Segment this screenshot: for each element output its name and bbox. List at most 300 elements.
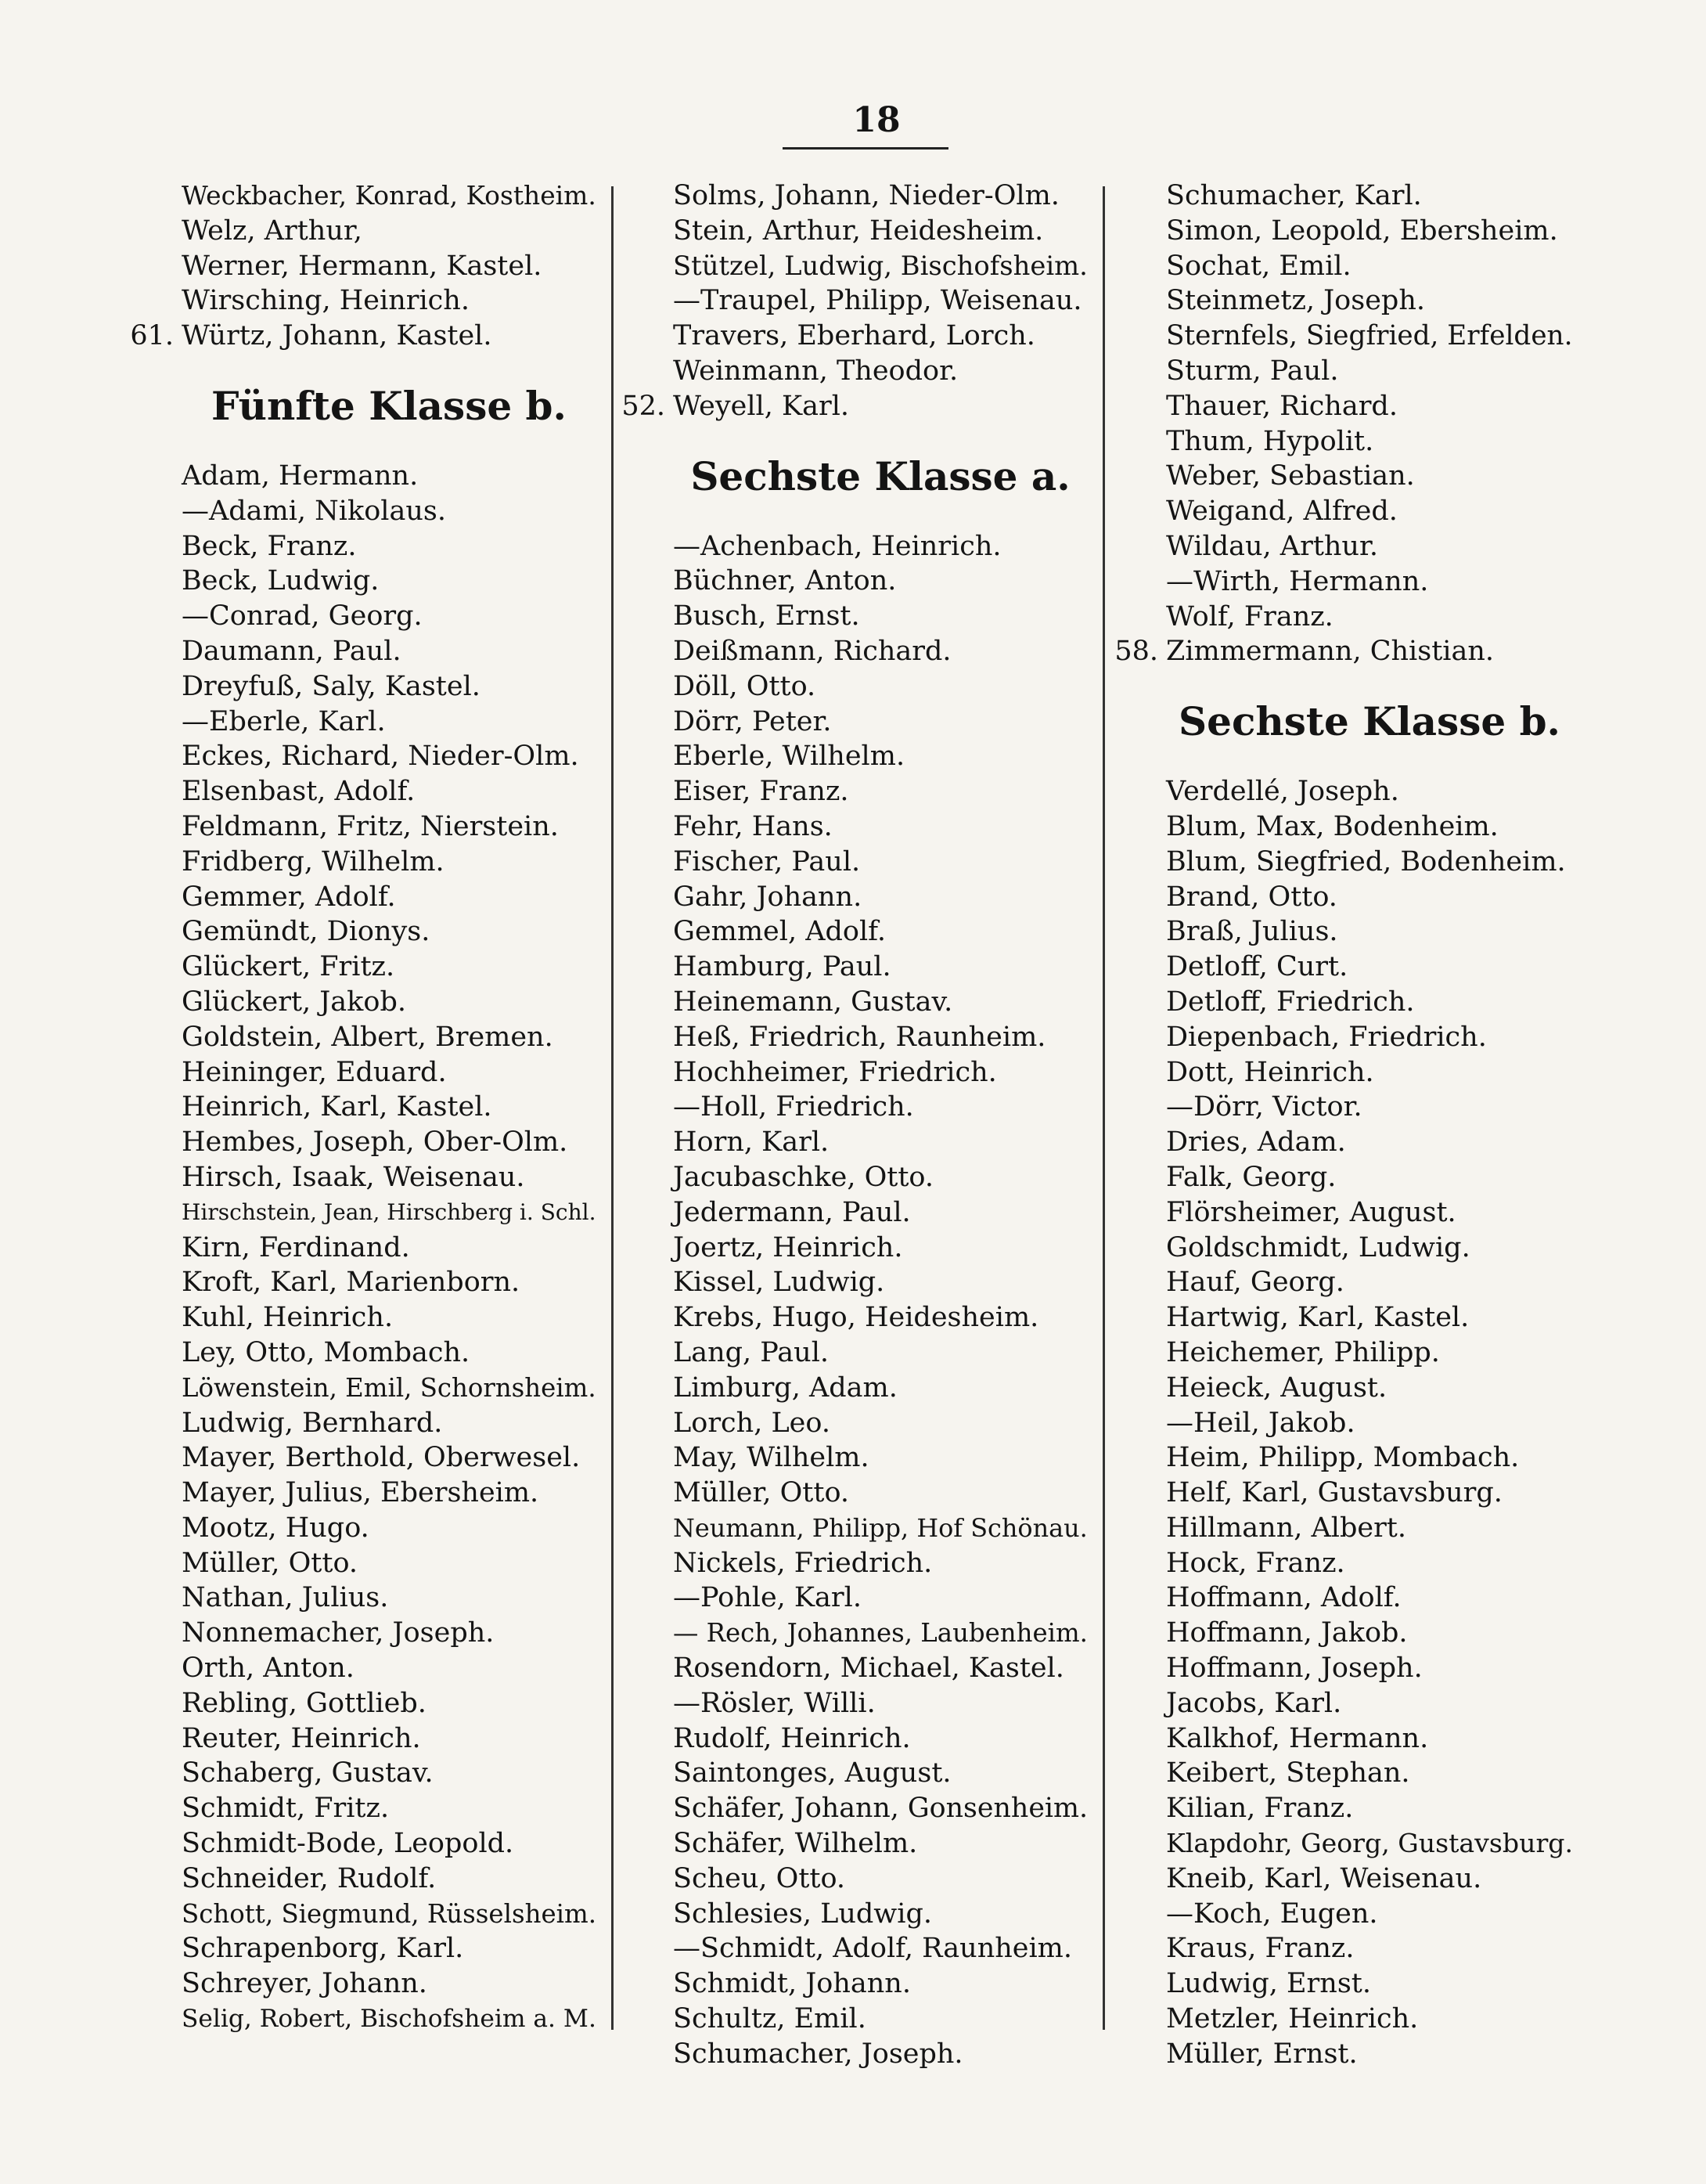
student-name: Weckbacher, Konrad, Kostheim. [182, 180, 596, 211]
student-entry [182, 1335, 596, 1371]
student-entry [673, 1160, 1088, 1195]
student-entry [673, 985, 1088, 1020]
student-entry [182, 1476, 596, 1511]
student-name: Busch, Ernst. [673, 600, 860, 632]
student-name: Schultz, Emil. [673, 2003, 866, 2035]
student-name: Heieck, August. [1166, 1371, 1387, 1404]
student-entry [673, 599, 1088, 634]
student-name: Dott, Heinrich. [1166, 1056, 1374, 1088]
student-name: —Eberle, Karl. [182, 705, 386, 737]
student-name: Daumann, Paul. [182, 635, 401, 667]
student-entry [1166, 774, 1573, 809]
student-name: Gahr, Johann. [673, 881, 862, 913]
student-entry [673, 1546, 1088, 1581]
student-name: Stützel, Ludwig, Bischofsheim. [673, 250, 1088, 281]
student-entry [1166, 1616, 1573, 1651]
student-entry [673, 1265, 1088, 1300]
student-name: Schrapenborg, Karl. [182, 1933, 464, 1965]
student-name: Sturm, Paul. [1166, 355, 1339, 387]
student-name: Heim, Philipp, Mombach. [1166, 1442, 1520, 1474]
student-name: Schäfer, Wilhelm. [673, 1828, 918, 1860]
student-name: Dörr, Peter. [673, 705, 832, 737]
student-name: Hirschstein, Jean, Hirschberg i. Schl. [182, 1198, 596, 1225]
student-name: Sochat, Emil. [1166, 250, 1351, 282]
student-name: Hoffmann, Adolf. [1166, 1582, 1402, 1614]
student-entry [673, 249, 1088, 284]
student-entry [1166, 1861, 1573, 1897]
entry-count: 58. [1114, 636, 1158, 668]
student-name: Ludwig, Bernhard. [182, 1407, 443, 1439]
student-name: Schmidt-Bode, Leopold. [182, 1828, 514, 1860]
student-name: Thauer, Richard. [1166, 390, 1398, 422]
student-name: Heininger, Eduard. [182, 1056, 447, 1088]
student-name: Schneider, Rudolf. [182, 1862, 437, 1894]
entry-count: 61. [130, 320, 174, 352]
student-name: —Traupel, Philipp, Weisenau. [673, 285, 1082, 317]
student-name: Hochheimer, Friedrich. [673, 1056, 997, 1088]
student-entry [182, 1440, 596, 1476]
student-name: Hock, Franz. [1166, 1547, 1345, 1579]
student-entry [673, 1476, 1088, 1511]
student-name: Heinrich, Karl, Kastel. [182, 1091, 492, 1123]
student-name: —Heil, Jakob. [1166, 1407, 1355, 1439]
student-name: Rebling, Gottlieb. [182, 1687, 426, 1719]
student-name: Fridberg, Wilhelm. [182, 845, 444, 878]
student-name: Stein, Arthur, Heidesheim. [673, 214, 1044, 247]
student-entry [182, 1791, 596, 1826]
student-entry [1166, 1335, 1573, 1371]
student-name: —Achenbach, Heinrich. [673, 530, 1002, 562]
student-name: Ley, Otto, Mombach. [182, 1336, 470, 1368]
student-entry [1166, 319, 1573, 354]
student-name: Schlesies, Ludwig. [673, 1897, 932, 1930]
student-entry [673, 1931, 1088, 1966]
student-name: Heinemann, Gustav. [673, 986, 953, 1018]
class-heading: Sechste Klasse a. [690, 452, 1071, 499]
student-entry [673, 1897, 1088, 1932]
student-name: Dries, Adam. [1166, 1126, 1346, 1159]
student-entry [1166, 985, 1573, 1020]
student-entry [1166, 1300, 1573, 1335]
student-name: Adam, Hermann. [182, 460, 419, 492]
student-entry [673, 2037, 1088, 2072]
student-name: Metzler, Heinrich. [1166, 2003, 1419, 2035]
student-name: Glückert, Jakob. [182, 986, 406, 1018]
student-name: Weyell, Karl. [673, 390, 850, 422]
student-name: Döll, Otto. [673, 670, 816, 702]
student-name: Kroft, Karl, Marienborn. [182, 1267, 520, 1299]
student-entry [182, 1721, 596, 1757]
student-entry [1166, 564, 1573, 600]
student-name: Jedermann, Paul. [673, 1196, 911, 1228]
student-entry [673, 845, 1088, 880]
student-name: Rudolf, Heinrich. [673, 1722, 911, 1754]
student-name: Eberle, Wilhelm. [673, 741, 905, 773]
student-name: Beck, Franz. [182, 530, 357, 562]
student-entry [1166, 1020, 1573, 1055]
student-entry [673, 1861, 1088, 1897]
student-name: Gemmer, Adolf. [182, 881, 396, 913]
student-entry [673, 1721, 1088, 1757]
student-entry [1166, 1511, 1573, 1546]
student-entry [673, 1300, 1088, 1335]
student-entry [182, 564, 596, 599]
student-entry [673, 1616, 1088, 1651]
student-name: Detloff, Friedrich. [1166, 986, 1415, 1018]
student-entry [182, 1231, 596, 1266]
student-name: Wirsching, Heinrich. [182, 285, 470, 317]
student-entry [182, 1511, 596, 1546]
student-name: Orth, Anton. [182, 1652, 355, 1685]
student-entry [673, 354, 1088, 389]
student-name: Lang, Paul. [673, 1336, 830, 1368]
student-entry [182, 809, 596, 845]
student-entry [673, 1440, 1088, 1476]
header-rule [783, 147, 948, 150]
student-entry [182, 1371, 596, 1406]
student-entry [182, 880, 596, 915]
student-entry [1166, 1265, 1573, 1300]
page-number: 18 [852, 100, 901, 140]
student-name: Müller, Otto. [182, 1547, 358, 1579]
student-entry [673, 178, 1088, 214]
student-entry [673, 1686, 1088, 1721]
student-entry [182, 1020, 596, 1055]
student-name: Helf, Karl, Gustavsburg. [1166, 1477, 1503, 1509]
student-name: Gemmel, Adolf. [673, 916, 886, 948]
student-name: Feldmann, Fritz, Nierstein. [182, 810, 559, 842]
student-entry [673, 214, 1088, 249]
student-name: May, Wilhelm. [673, 1442, 869, 1474]
student-entry [1166, 1931, 1573, 1966]
student-name: Hillmann, Albert. [1166, 1512, 1407, 1544]
student-name: Jacobs, Karl. [1166, 1687, 1342, 1719]
student-name: —Holl, Friedrich. [673, 1091, 914, 1123]
student-entry [1166, 1826, 1573, 1861]
student-name: — Rech, Johannes, Laubenheim. [673, 1618, 1088, 1649]
student-entry [182, 494, 596, 529]
student-entry [182, 1686, 596, 1721]
student-entry [1166, 1125, 1573, 1160]
student-name: —Pohle, Karl. [673, 1582, 862, 1614]
student-entry [1166, 1721, 1573, 1757]
class-heading: Sechste Klasse b. [1179, 698, 1560, 745]
student-entry [182, 2002, 596, 2037]
column-right [1114, 178, 1574, 2072]
student-name: Goldschmidt, Ludwig. [1166, 1231, 1470, 1263]
student-name: Kneib, Karl, Weisenau. [1166, 1862, 1482, 1894]
student-entry [1166, 1966, 1573, 2002]
student-name: Rosendorn, Michael, Kastel. [673, 1652, 1064, 1685]
student-name: Mayer, Julius, Ebersheim. [182, 1477, 539, 1509]
student-entry [1166, 1371, 1573, 1406]
student-name: Neumann, Philipp, Hof Schönau. [673, 1512, 1088, 1543]
student-entry [673, 1966, 1088, 2002]
student-entry [673, 809, 1088, 845]
student-entry [182, 1616, 596, 1651]
student-entry [1166, 1756, 1573, 1791]
student-name: Diepenbach, Friedrich. [1166, 1021, 1487, 1053]
student-entry [182, 1125, 596, 1160]
student-name: Glückert, Fritz. [182, 951, 395, 983]
student-entry [673, 529, 1088, 564]
student-entry [1166, 1476, 1573, 1511]
student-name: Selig, Robert, Bischofsheim a. M. [182, 2005, 596, 2034]
student-name: Elsenbast, Adolf. [182, 776, 416, 808]
student-entry [1166, 354, 1573, 389]
student-name: Gemündt, Dionys. [182, 916, 430, 948]
student-entry [1166, 1231, 1573, 1266]
student-name: Joertz, Heinrich. [673, 1231, 903, 1263]
student-entry [673, 2002, 1088, 2037]
student-entry [1166, 1440, 1573, 1476]
student-entry [1166, 1897, 1573, 1932]
student-name: —Conrad, Georg. [182, 600, 423, 632]
student-entry [673, 880, 1088, 915]
student-name: Heichemer, Philipp. [1166, 1336, 1440, 1368]
student-entry [182, 739, 596, 774]
student-entry [673, 283, 1088, 319]
student-entry [1166, 950, 1573, 985]
student-name: Nathan, Julius. [182, 1582, 389, 1614]
student-name: Weber, Sebastian. [1166, 460, 1415, 492]
student-entry [182, 1756, 596, 1791]
student-name: Zimmermann, Chistian. [1166, 636, 1494, 668]
student-name: Steinmetz, Joseph. [1166, 285, 1425, 317]
column-middle [621, 178, 1089, 2072]
student-name: Schmidt, Fritz. [182, 1793, 390, 1825]
student-name: Solms, Johann, Nieder-Olm. [673, 180, 1060, 211]
student-entry [673, 1125, 1088, 1160]
student-entry [673, 1580, 1088, 1616]
student-name: Hirsch, Isaak, Weisenau. [182, 1161, 525, 1193]
student-name: Flörsheimer, August. [1166, 1196, 1456, 1228]
student-name: Lorch, Leo. [673, 1407, 830, 1439]
student-entry [182, 1406, 596, 1441]
student-name: Nickels, Friedrich. [673, 1547, 933, 1579]
student-entry [1166, 1546, 1573, 1581]
student-name: Beck, Ludwig. [182, 565, 380, 597]
student-entry [673, 1756, 1088, 1791]
student-entry [182, 705, 596, 740]
student-entry [673, 1055, 1088, 1090]
student-name: Kuhl, Heinrich. [182, 1302, 394, 1334]
student-name: Werner, Hermann, Kastel. [182, 250, 542, 282]
student-entry [1166, 1195, 1573, 1231]
student-entry [673, 1090, 1088, 1125]
column-divider-right [1103, 186, 1105, 2030]
student-name: Schmidt, Johann. [673, 1968, 911, 2000]
student-name: Verdellé, Joseph. [1166, 776, 1399, 808]
student-name: Fehr, Hans. [673, 810, 833, 842]
student-name: Schaberg, Gustav. [182, 1757, 434, 1789]
student-entry [182, 283, 596, 319]
student-name: Hoffmann, Joseph. [1166, 1652, 1423, 1685]
student-entry [182, 1826, 596, 1861]
student-name: Sternfels, Siegfried, Erfelden. [1166, 320, 1573, 352]
student-entry [182, 459, 596, 494]
student-entry [673, 1195, 1088, 1231]
column-left [130, 178, 597, 2037]
student-entry [1166, 1686, 1573, 1721]
student-name: Wolf, Franz. [1166, 600, 1333, 632]
student-name: Kirn, Ferdinand. [182, 1231, 410, 1263]
student-entry [182, 1546, 596, 1581]
student-entry [1166, 2002, 1573, 2037]
student-entry [673, 669, 1088, 705]
student-name: Horn, Karl. [673, 1126, 830, 1159]
student-entry [1166, 845, 1573, 880]
student-name: Deißmann, Richard. [673, 635, 952, 667]
student-entry [1166, 1090, 1573, 1125]
student-entry [182, 845, 596, 880]
student-entry [182, 1090, 596, 1125]
student-name: Hamburg, Paul. [673, 951, 891, 983]
column-divider-left [611, 186, 614, 2030]
student-entry [182, 1265, 596, 1300]
student-entry [1166, 283, 1573, 319]
student-entry [1166, 1580, 1573, 1616]
student-entry [673, 1406, 1088, 1441]
student-name: Jacubaschke, Otto. [673, 1161, 934, 1193]
student-entry [182, 669, 596, 705]
student-entry [673, 1826, 1088, 1861]
student-entry [673, 1371, 1088, 1406]
student-name: —Wirth, Hermann. [1166, 565, 1429, 597]
student-entry [182, 1300, 596, 1335]
student-entry [1166, 459, 1573, 494]
student-entry [673, 1020, 1088, 1055]
student-entry [673, 1335, 1088, 1371]
student-name: Hartwig, Karl, Kastel. [1166, 1302, 1470, 1334]
student-name: Hauf, Georg. [1166, 1267, 1344, 1299]
student-entry [182, 529, 596, 564]
student-name: Schäfer, Johann, Gonsenheim. [673, 1793, 1089, 1825]
student-entry [1166, 809, 1573, 845]
student-entry [1166, 494, 1573, 529]
student-name: Schumacher, Karl. [1166, 180, 1422, 211]
student-entry [1166, 178, 1573, 214]
student-entry [182, 774, 596, 809]
student-name: Büchner, Anton. [673, 565, 897, 597]
student-name: Kilian, Franz. [1166, 1793, 1354, 1825]
student-name: Welz, Arthur, [182, 214, 362, 247]
student-name: Mootz, Hugo. [182, 1512, 369, 1544]
student-name: Eiser, Franz. [673, 776, 849, 808]
student-name: Kissel, Ludwig. [673, 1267, 885, 1299]
student-entry [673, 1791, 1088, 1826]
student-entry [182, 178, 596, 214]
student-name: Saintonges, August. [673, 1757, 952, 1789]
student-entry [1166, 529, 1573, 564]
student-name: Falk, Georg. [1166, 1161, 1337, 1193]
student-entry [1166, 2037, 1573, 2072]
student-name: Travers, Eberhard, Lorch. [673, 320, 1035, 352]
student-name: Goldstein, Albert, Bremen. [182, 1021, 553, 1053]
student-name: Limburg, Adam. [673, 1371, 898, 1404]
student-name: —Schmidt, Adolf, Raunheim. [673, 1933, 1072, 1965]
student-name: Wildau, Arthur. [1166, 530, 1378, 562]
student-name: Simon, Leopold, Ebersheim. [1166, 214, 1558, 247]
student-entry [673, 739, 1088, 774]
student-entry [130, 319, 596, 354]
student-name: Blum, Siegfried, Bodenheim. [1166, 845, 1566, 878]
student-entry [673, 634, 1088, 669]
student-name: Brand, Otto. [1166, 881, 1337, 913]
student-name: Würtz, Johann, Kastel. [182, 320, 492, 352]
student-entry [1166, 249, 1573, 284]
student-entry [1166, 914, 1573, 950]
student-entry [182, 1055, 596, 1090]
class-heading: Fünfte Klasse b. [211, 382, 567, 429]
student-name: Hembes, Joseph, Ober-Olm. [182, 1126, 568, 1159]
student-entry [1166, 214, 1573, 249]
student-name: Scheu, Otto. [673, 1862, 846, 1894]
student-name: Schumacher, Joseph. [673, 2038, 963, 2070]
student-name: Müller, Ernst. [1166, 2038, 1358, 2070]
student-name: Blum, Max, Bodenheim. [1166, 810, 1499, 842]
student-entry [673, 1231, 1088, 1266]
student-entry [621, 389, 1088, 424]
student-entry [1166, 1651, 1573, 1686]
student-name: Müller, Otto. [673, 1477, 850, 1509]
student-entry [1166, 600, 1573, 635]
student-entry [182, 985, 596, 1020]
student-entry [182, 1160, 596, 1195]
student-name: —Adami, Nikolaus. [182, 495, 446, 527]
student-entry [673, 1511, 1088, 1546]
student-entry [1166, 389, 1573, 424]
student-entry [1166, 1055, 1573, 1090]
student-entry [673, 774, 1088, 809]
student-name: Fischer, Paul. [673, 845, 861, 878]
student-name: Schreyer, Johann. [182, 1968, 427, 2000]
entry-count: 52. [621, 390, 665, 422]
student-name: Weinmann, Theodor. [673, 355, 959, 387]
student-name: Dreyfuß, Saly, Kastel. [182, 670, 480, 702]
student-name: Ludwig, Ernst. [1166, 1968, 1371, 2000]
student-entry [182, 1897, 596, 1932]
student-name: Keibert, Stephan. [1166, 1757, 1410, 1789]
student-entry [1166, 424, 1573, 460]
student-entry [673, 564, 1088, 599]
student-name: Hoffmann, Jakob. [1166, 1617, 1408, 1649]
student-entry [182, 950, 596, 985]
student-entry [182, 634, 596, 669]
student-entry [182, 914, 596, 950]
student-name: Krebs, Hugo, Heidesheim. [673, 1302, 1039, 1334]
student-entry [182, 249, 596, 284]
student-entry [673, 1651, 1088, 1686]
student-name: Braß, Julius. [1166, 916, 1338, 948]
student-entry [1114, 634, 1573, 669]
student-name: Nonnemacher, Joseph. [182, 1617, 495, 1649]
student-entry [1166, 880, 1573, 915]
student-entry [182, 214, 596, 249]
student-entry [182, 599, 596, 634]
student-entry [182, 1651, 596, 1686]
student-name: Kalkhof, Hermann. [1166, 1722, 1429, 1754]
student-name: Thum, Hypolit. [1166, 425, 1374, 457]
student-name: Detloff, Curt. [1166, 951, 1348, 983]
student-name: Löwenstein, Emil, Schornsheim. [182, 1372, 596, 1403]
student-name: —Dörr, Victor. [1166, 1091, 1362, 1123]
student-name: Weigand, Alfred. [1166, 496, 1398, 528]
student-entry [1166, 1406, 1573, 1441]
student-entry [182, 1966, 596, 2002]
student-name: Reuter, Heinrich. [182, 1722, 421, 1754]
student-name: Kraus, Franz. [1166, 1933, 1355, 1965]
